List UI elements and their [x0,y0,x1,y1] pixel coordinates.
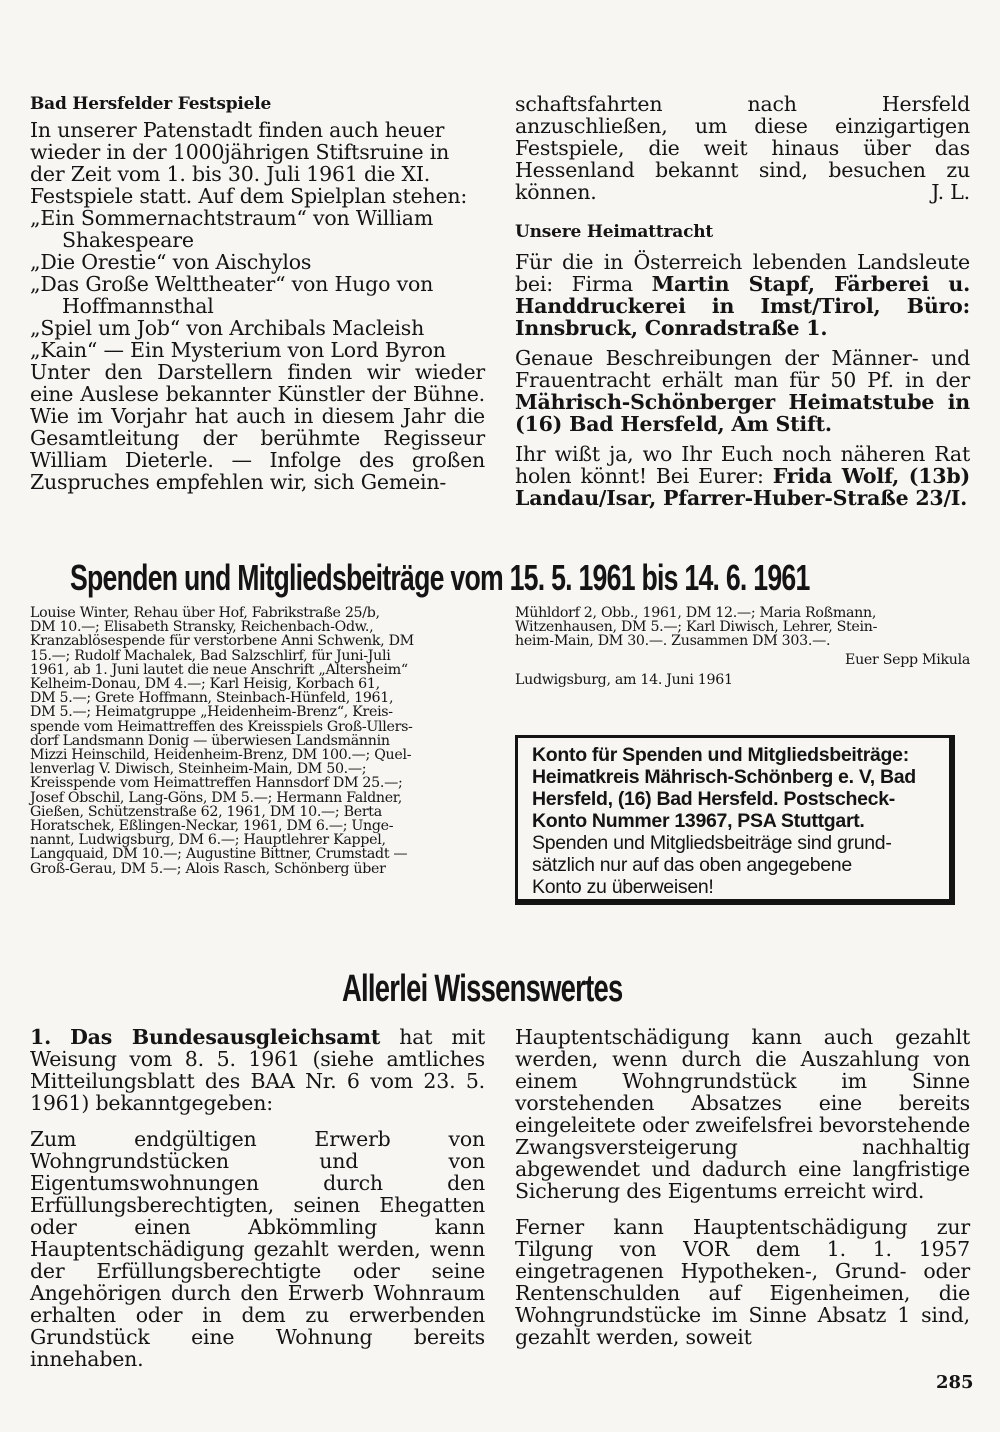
festspiele-intro [30,119,485,207]
donation-line: DM 5.—; Grete Hoffmann, Steinbach-Hünfeld, 1961, [30,690,394,707]
donations-list-right [515,606,970,687]
donation-line: Kreisspende vom Heimattreffen Hannsdorf DM 25.—; [30,775,403,792]
wissen-r2: Ferner kann Hauptentschädigung zur Tilgung von VOR dem 1. 1. 1957 eingetragenen Hypotheken-, Grund- oder Rentenschulden auf Eigenheimen, die Wohngrundstücke im Sinne Absatz 1 sind, gezahlt werden, soweit [515,1215,970,1349]
play-item: „Das Große Welttheater“ von Hugo von Hoffmannsthal [30,272,434,318]
intro-line: Festspiele statt. Auf dem Spielplan stehen: [30,184,468,208]
festspiele-article [30,93,485,493]
konto-line: Hersfeld, (16) Bad Hersfeld. Postscheck- [532,788,895,810]
play-item: „Kain“ — Ein Mysterium von Lord Byron [30,338,446,362]
wissenswertes-right [515,1026,970,1348]
intro-line: In unserer Patenstadt finden auch heuer [30,118,445,142]
donation-line: Horatschek, Eßlingen-Neckar, 1961, DM 6.—; Unge- [30,818,394,835]
wissenswertes-left [30,1026,485,1370]
p1-number: 1. [30,1025,52,1049]
donation-line: 15.—; Rudolf Machalek, Bad Salzschlirf, für Juni-Juli [30,647,391,664]
donation-line: Mühldorf 2, Obb., 1961, DM 12.—; Maria Roßmann, [515,605,877,621]
p3-text: Ihr wißt ja, wo Ihr Euch noch näheren Rat holen könnt! Bei Eurer: [515,442,970,488]
heimattracht-p3 [515,443,970,509]
play-item: „Spiel um Job“ von Archibals Macleish [30,316,425,340]
donation-line: DM 10.—; Elisabeth Stransky, Reichenbach-Odw., [30,619,374,636]
donation-line: spende vom Heimattreffen des Kreisspiels Groß-Ullers- [30,718,413,735]
play-item: „Die Orestie“ von Aischylos [30,250,312,274]
heimattracht-article [515,93,970,509]
wissen-p2: Zum endgültigen Erwerb von Wohngrundstücken und von Eigentumswohnungen durch den Erfüllungsberechtigten, seinen Ehegatten oder einen Abkömmling kann Hauptentschädigung gezahlt werden, wenn der Erfüllungsberechtigte oder seine Angehörigen durch den Erwerb Wohnraum erhalten oder in dem zu erwerbenden Grundstück eine Wohnung bereits innehaben. [30,1127,485,1371]
intro-line: der Zeit vom 1. bis 30. Juli 1961 die XI. [30,162,431,186]
donation-line: lenverlag V. Diwisch, Steinheim-Main, DM 50.—; [30,761,367,778]
konto-line: sätzlich nur auf das oben angegebene [532,854,852,876]
wissenswertes-title: Allerlei Wissenswertes [342,968,623,1010]
donation-line: Witzenhausen, DM 5.—; Karl Diwisch, Lehrer, Stein- [515,619,878,636]
wissen-r1: Hauptentschädigung kann auch gezahlt werden, wenn durch die Auszahlung von einem Wohngrundstück im Sinne vorstehenden Absatzes eine bereits eingeleitete oder zweifelsfrei bevorstehende Zwangsversteigerung nachhaltig abgewendet und dadurch eine langfristige Sicherung des Eigentums erreicht wird. [515,1025,970,1203]
konto-line: Konto Nummer 13967, PSA Stuttgart. [532,810,865,832]
p1-text: Für die in Österreich lebenden Landsleute bei: Firma [515,250,970,296]
donation-line: Groß-Gerau, DM 5.—; Alois Rasch, Schönberg über [30,860,386,877]
donation-line: Josef Obschil, Lang-Göns, DM 5.—; Hermann Faldner, [30,789,402,806]
donation-line: Mizzi Heinschild, Heidenheim-Brenz, DM 100.—; Quel- [30,747,412,764]
p3-bold: Frida Wolf, (13b) Landau/Isar, Pfarrer-Huber-Straße 23/I. [515,464,970,510]
donations-list-left [30,606,485,876]
konto-box [515,735,955,905]
p1-bold-term: Das Bundesausgleichsamt [70,1025,381,1049]
p1-bold: Martin Stapf, Färberei u. Handdruckerei in Imst/Tirol, Büro: Innsbruck, Conradstraße 1. [515,272,971,340]
konto-line: Konto zu überweisen! [532,876,714,898]
donation-line: Louise Winter, Rehau über Hof, Fabrikstraße 25/b, [30,605,380,621]
p2-bold: Mährisch-Schönberger Heimatstube in (16) Bad Hersfeld, Am Stift. [515,390,970,436]
heimattracht-p1 [515,251,970,339]
donation-line: Gießen, Schützenstraße 62, 1961, DM 10.—; Berta [30,803,382,820]
donation-line: Kranzablösespende für verstorbene Anni Schwenk, DM [30,633,414,650]
donation-line: Langquaid, DM 10.—; Augustine Bittner, Crumstadt — [30,846,408,863]
festspiele-outro: Unter den Darstellern finden wir wieder eine Auslese bekannter Künstler der Bühne. Wie im Vorjahr hat auch in diesem Jahr die Gesamtleitung der berühmte Regisseur William Dieterle. — Infolge des großen Zuspruches empfehlen wir, sich Gemein- [30,360,485,494]
festspiele-continuation: schaftsfahrten nach Hersfeld anzuschließen, um diese einzigartigen Festspiele, die weit hinaus über das Hessenland bekannt sind, besuchen zu können. [515,92,970,204]
play-item: „Ein Sommernachtstraum“ von William Shakespeare [30,206,434,252]
page-number: 285 [936,1372,974,1393]
donation-line: DM 5.—; Heimatgruppe „Heidenheim-Brenz“, Kreis- [30,704,393,721]
donation-line: dorf Landsmann Donig — überwiesen Landsmännin [30,732,390,749]
konto-line: Spenden und Mitgliedsbeiträge sind grund- [532,832,892,854]
donation-line: 1961, ab 1. Juni lautet die neue Anschrift „Altersheim“ [30,661,408,678]
konto-line: Heimatkreis Mährisch-Schönberg e. V, Bad [532,766,916,788]
p1-rest: hat mit Weisung vom 8. 5. 1961 (siehe amtliches Mitteilungsblatt des BAA Nr. 6 vom 23. 5. 1961) bekanntgegeben: [30,1025,485,1115]
p2-text: Genaue Beschreibungen der Männer- und Frauentracht erhält man für 50 Pf. in der [515,346,970,392]
donation-line: heim-Main, DM 30.—. Zusammen DM 303.—. [515,633,831,650]
heimattracht-heading: Unsere Heimattracht [515,222,714,242]
konto-line: Konto für Spenden und Mitgliedsbeiträge: [532,744,909,766]
donation-line: nannt, Ludwigsburg, DM 6.—; Hauptlehrer Kappel, [30,832,386,849]
donations-place-date: Ludwigsburg, am 14. Juni 1961 [515,671,733,688]
festspiele-signature: J. L. [931,180,970,204]
donations-closing: Euer Sepp Mikula [845,651,970,668]
festspiele-heading: Bad Hersfelder Festspiele [30,94,272,114]
heimattracht-p2 [515,347,970,435]
intro-line: wieder in der 1000jährigen Stiftsruine in [30,140,450,164]
donation-line: Kelheim-Donau, DM 4.—; Karl Heisig, Korbach 61, [30,676,380,693]
wissen-p1 [30,1026,485,1114]
donations-title: Spenden und Mitgliedsbeiträge vom 15. 5. 1961 bis 14. 6. 1961 [70,557,810,598]
